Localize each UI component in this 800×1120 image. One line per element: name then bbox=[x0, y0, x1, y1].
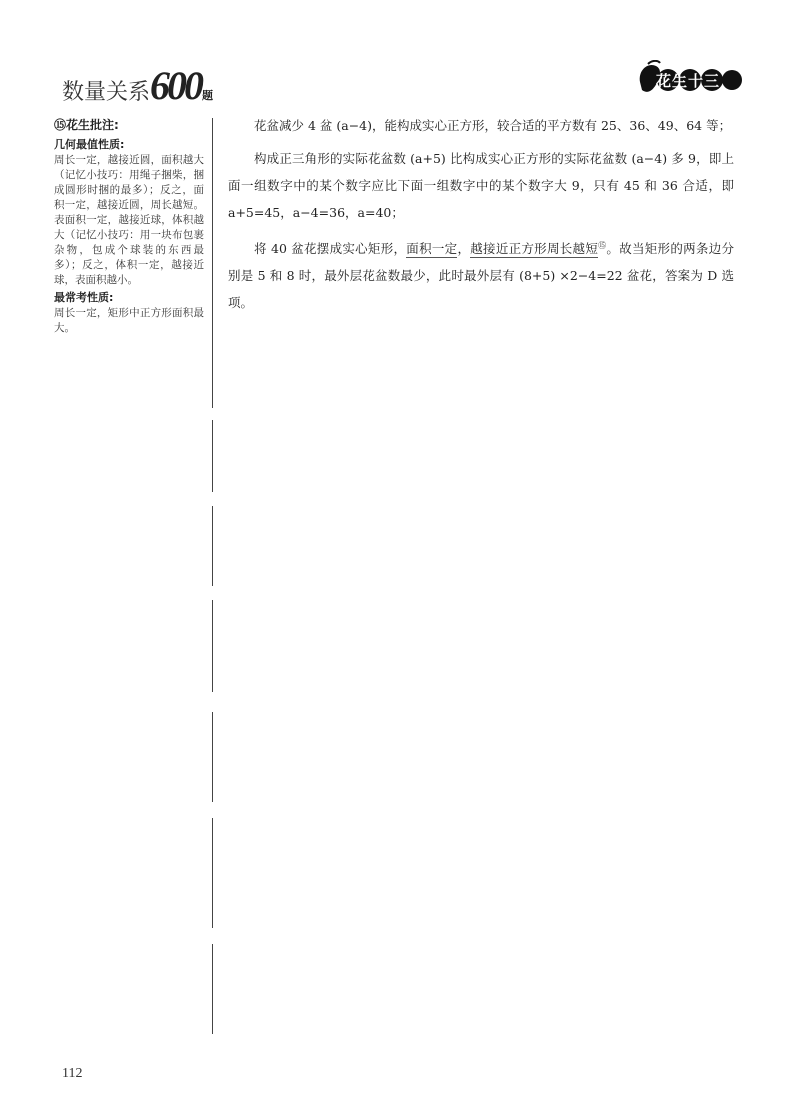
column-divider bbox=[212, 818, 213, 928]
annotation-section-title: 几何最值性质: bbox=[54, 138, 125, 151]
column-divider bbox=[212, 600, 213, 692]
brand-logo bbox=[634, 60, 744, 100]
annotation-title: ⑮花生批注: bbox=[54, 118, 119, 132]
side-annotation bbox=[54, 116, 204, 336]
text-run: ， bbox=[457, 241, 471, 257]
annotation-section-text: 周长一定，矩形中正方形面积最大。 bbox=[54, 307, 204, 334]
book-title-text: 数量关系 bbox=[62, 80, 151, 105]
footnote-marker: ⑮ bbox=[598, 241, 607, 250]
book-title-suffix: 题 bbox=[202, 89, 214, 102]
brand-text: 花生十三 bbox=[656, 72, 721, 90]
column-divider bbox=[212, 944, 213, 1034]
page-number: 112 bbox=[62, 1066, 83, 1081]
text-run: 将 40 盆花摆成实心矩形， bbox=[254, 241, 407, 257]
column-divider bbox=[212, 420, 213, 492]
paragraph: 构成正三角形的实际花盆数 (a+5) 比构成实心正方形的实际花盆数 (a−4) 多 9，即上面一组数字中的某个数字应比下面一组数字中的某个数字大 9，只有 45 和 36 合适，即 a+5=45，a−4=36，a=40； bbox=[228, 151, 734, 220]
solution-text bbox=[228, 112, 734, 322]
column-divider bbox=[212, 118, 213, 408]
annotation-section-title: 最常考性质: bbox=[54, 291, 114, 304]
underlined-phrase: 面积一定 bbox=[406, 241, 458, 257]
paragraph bbox=[228, 232, 734, 316]
book-title bbox=[62, 62, 214, 108]
annotation-section-text: 周长一定，越接近圆，面积越大（记忆小技巧：用绳子捆柴，捆成圆形时捆的最多）；反之，面积一定，越接近圆，周长越短。表面积一定，越接近球，体积越大（记忆小技巧：用一块布包裹杂物，包成个球装的东西最多）；反之，体积一定，越接近球，表面积越小。 bbox=[54, 154, 204, 286]
book-title-number: 600 bbox=[150, 63, 202, 108]
underlined-phrase: 越接近正方形周长越短 bbox=[470, 241, 599, 257]
column-divider bbox=[212, 712, 213, 802]
text-run: 。故当矩形的两条边分别是 5 和 8 时，最外层花盆数最少，此时最外层有 (8+5) ×2−4=22 盆花，答案为 D 选项。 bbox=[228, 241, 734, 311]
column-divider bbox=[212, 506, 213, 586]
paragraph: 花盆减少 4 盆 (a−4)，能构成实心正方形，较合适的平方数有 25、36、49、64 等； bbox=[254, 118, 732, 133]
